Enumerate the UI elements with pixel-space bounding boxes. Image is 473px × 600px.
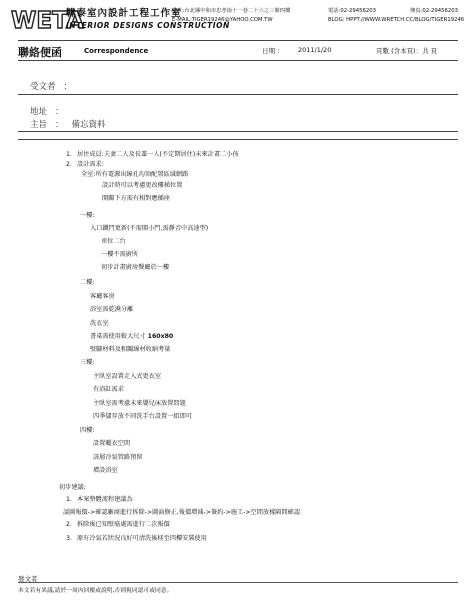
list-item: 談圖報價->確認廠商進行拆除->圖面修正,報價增減->簽約->施工->空間放樣隔間確認 <box>63 509 301 516</box>
logo-text: WETA <box>11 8 84 34</box>
list-item: 設置曬衣空間 <box>93 440 131 447</box>
company-fax: 傳真:02-29456203 <box>410 8 458 14</box>
list-item: 客廳客房 <box>90 293 115 300</box>
list-item: 原有冷氣若狀況良好可清洗後移至四樓安裝使用 <box>77 535 207 542</box>
list-item: 四季儲存放不同洗手台設置一組即可 <box>93 413 192 420</box>
recipient-colon: ： <box>63 82 73 92</box>
item-number: 3. <box>66 535 72 542</box>
list-item: 洗衣室 <box>90 320 109 327</box>
subject-label: 主旨 <box>30 120 48 130</box>
address-label: 地址 <box>30 107 48 117</box>
recipient-label: 受文者 <box>30 82 56 92</box>
company-email[interactable]: E-MAIL:TIGER19246@YAHOO.COM.TW <box>172 17 273 23</box>
list-item: 本案整體流程建議為 <box>77 496 133 503</box>
company-name-cn: 韡泰室內設計工程工作室 <box>66 8 182 19</box>
document-title-en: Correspondence <box>84 47 149 55</box>
company-address: 地址:台北縣中和市忠孝街十一巷二十六之三號四樓 <box>172 8 291 14</box>
item-number: 2. <box>66 161 72 168</box>
list-item: 浴室需乾濕分離 <box>90 306 134 313</box>
page-count: 頁數 (含本頁)：共 頁 <box>376 47 438 55</box>
floor-heading: 三樓: <box>80 359 95 366</box>
list-item: 有浴缸需求 <box>93 386 124 393</box>
list-item: 車位二台 <box>101 238 126 245</box>
footer-note: 本文若有異議,請於一周內回覆或說明,否則視同認可或同意。 <box>18 588 173 594</box>
item-number: 2. <box>66 521 72 528</box>
list-item: 主臥室需考慮未來嬰兒床放置問題 <box>93 400 186 407</box>
sender-label: 發文者 <box>18 575 38 583</box>
subject-colon: ： <box>55 120 64 130</box>
list-item: 該層冷氣管路預留 <box>93 454 143 461</box>
list-item: 全室:所有電源出線孔均須配置區域網路 <box>81 171 189 178</box>
document-title-cn: 聯絡便函 <box>18 46 62 59</box>
desk-size-text: 書桌需使用較大尺寸 <box>90 333 146 340</box>
floor-heading: 二樓: <box>80 279 95 286</box>
list-item: 居住成員:夫妻二人及長輩一人(不定期居住)未來計畫二小孩 <box>77 151 239 158</box>
item-number: 1. <box>66 496 72 503</box>
list-item: 壁腳材料及相關線材收納考量 <box>90 346 171 353</box>
item-number: 1. <box>66 151 72 158</box>
list-item: 一樓不需廚所 <box>101 251 139 258</box>
desk-size-value: 160x80 <box>147 333 174 340</box>
list-item: 主臥室設置走入式更衣室 <box>93 373 162 380</box>
suggestions-heading: 初步建議: <box>59 484 86 491</box>
list-item <box>90 333 173 340</box>
date-value: 2011/1/20 <box>298 46 332 54</box>
list-item: 設計需求: <box>77 161 104 168</box>
date-label: 日期 ： <box>262 47 284 55</box>
subject-value: 備忘資料 <box>71 120 106 130</box>
list-item: 設計時可以考慮更改樓梯位置 <box>102 182 183 189</box>
footer-divider <box>18 582 458 583</box>
floor-heading: 一樓: <box>80 212 95 219</box>
list-item: 開關下方需有相對應插座 <box>102 195 171 202</box>
address-colon: ： <box>55 107 64 117</box>
company-blog[interactable]: BLOG: HPPT://WWW.WRETCH.CC/BLOG/TIGER19246 <box>328 17 465 23</box>
list-item: 增設浴室 <box>93 467 118 474</box>
list-item: 拆除後已知壁癌處需進行二次報價 <box>77 521 170 528</box>
floor-heading: 四樓: <box>80 427 95 434</box>
company-name-en: INTERIOR DESIGNS CONSTRUCTION <box>66 21 230 30</box>
list-item: 入口鐵門更新(不需開小門,需靜音中高速型) <box>90 225 209 232</box>
company-tel: 電話:02-29456203 <box>328 8 376 14</box>
list-item: 初步計畫廚房餐廳於一樓 <box>101 264 170 271</box>
